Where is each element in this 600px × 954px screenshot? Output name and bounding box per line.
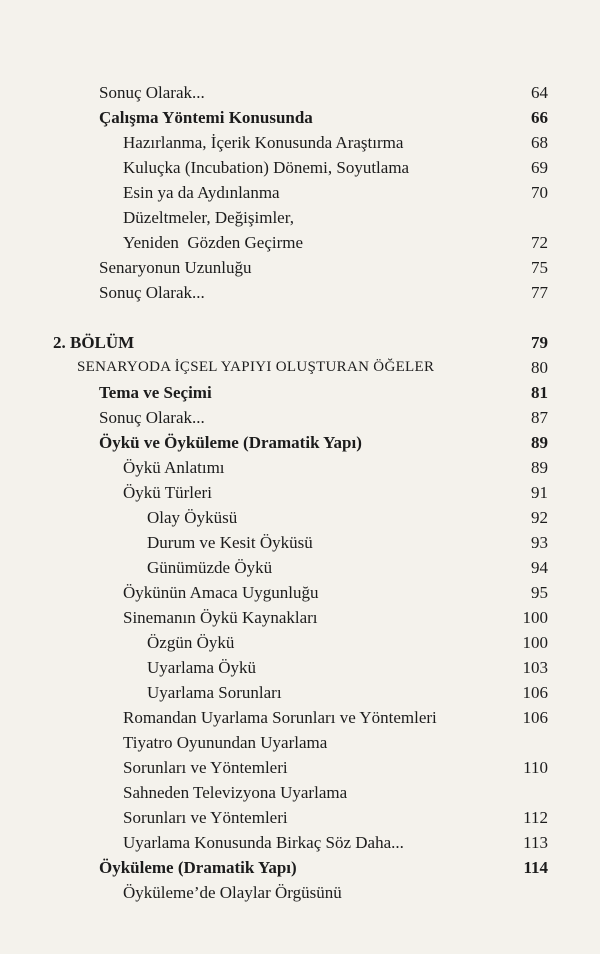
toc-entry (0, 755, 600, 780)
toc-entry (0, 255, 600, 280)
toc-entry-page: 81 (531, 383, 548, 402)
chapter-title: 2. BÖLÜM (53, 333, 135, 352)
toc-entry-page: 87 (531, 408, 548, 427)
toc-entry-title: Öykü Anlatımı (123, 458, 225, 477)
toc-entry-page: 93 (531, 533, 548, 552)
toc-entry (0, 580, 600, 605)
toc-entry-title: Uyarlama Öykü (147, 658, 257, 677)
toc-entry-title: Sonuç Olarak... (99, 408, 205, 427)
toc-entry-title: Öyküleme (Dramatik Yapı) (99, 858, 297, 877)
toc-entry-page: 66 (531, 108, 548, 127)
toc-entry-title: Öykü Türleri (123, 483, 212, 502)
toc-entry-title: Uyarlama Konusunda Birkaç Söz Daha... (123, 833, 404, 852)
toc-entry (0, 505, 600, 530)
toc-entry (0, 130, 600, 155)
toc-entry-title: Esin ya da Aydınlanma (123, 183, 280, 202)
toc-entry (0, 480, 600, 505)
toc-entry-title: Tiyatro Oyunundan Uyarlama (123, 733, 328, 752)
toc-entry (0, 655, 600, 680)
toc-entry-title: Sorunları ve Yöntemleri (123, 758, 288, 777)
toc-entry (0, 205, 600, 230)
toc-entry (0, 855, 600, 880)
toc-entry-title: Hazırlanma, İçerik Konusunda Araştırma (123, 133, 404, 152)
toc-entry (0, 555, 600, 580)
toc-entry-page: 100 (522, 633, 548, 652)
toc-entry-title: Öyküleme’de Olaylar Örgüsünü (123, 883, 342, 902)
toc-entry-page: 91 (531, 483, 548, 502)
toc-entry-title: Düzeltmeler, Değişimler, (123, 208, 294, 227)
toc-entry-page: 103 (522, 658, 548, 677)
toc-entry (0, 530, 600, 555)
chapter-heading (0, 330, 600, 355)
toc-entry-page: 94 (531, 558, 548, 577)
toc-entry-page: 114 (523, 858, 548, 877)
toc-entry-page: 112 (523, 808, 548, 827)
toc-entry-title: Sorunları ve Yöntemleri (123, 808, 288, 827)
chapter-subtitle-text: SENARYODA İÇSEL YAPIYI OLUŞTURAN ÖĞELER (77, 359, 435, 375)
toc-entry-title: Tema ve Seçimi (99, 383, 212, 402)
toc-entry-title: Kuluçka (Incubation) Dönemi, Soyutlama (123, 158, 410, 177)
toc-entry-page: 100 (522, 608, 548, 627)
table-of-contents (0, 80, 600, 905)
toc-entry (0, 155, 600, 180)
toc-entry-page: 64 (531, 83, 548, 102)
toc-entry-page: 75 (531, 258, 548, 277)
toc-entry-title: Durum ve Kesit Öyküsü (147, 533, 313, 552)
toc-entry-page: 110 (523, 758, 548, 777)
toc-entry (0, 180, 600, 205)
toc-entry-title: Sahneden Televizyona Uyarlama (123, 783, 348, 802)
toc-entry-title: Sonuç Olarak... (99, 83, 205, 102)
toc-entry-page: 77 (531, 283, 548, 302)
toc-entry (0, 680, 600, 705)
toc-entry-page: 80 (531, 358, 548, 377)
toc-entry-title: Öykünün Amaca Uygunluğu (123, 583, 319, 602)
toc-entry (0, 430, 600, 455)
toc-entry (0, 805, 600, 830)
toc-entry-title: Çalışma Yöntemi Konusunda (99, 108, 313, 127)
toc-entry-page: 113 (523, 833, 548, 852)
toc-entry-page: 92 (531, 508, 548, 527)
toc-entry (0, 780, 600, 805)
toc-entry-page: 79 (531, 333, 548, 352)
toc-entry-title: Uyarlama Sorunları (147, 683, 282, 702)
toc-entry-title: Sinemanın Öykü Kaynakları (123, 608, 318, 627)
toc-entry-page: 89 (531, 458, 548, 477)
toc-entry-title: Yeniden Gözden Geçirme (123, 233, 304, 252)
toc-entry (0, 605, 600, 630)
toc-entry-page: 69 (531, 158, 548, 177)
toc-entry (0, 80, 600, 105)
toc-entry (0, 630, 600, 655)
toc-entry (0, 230, 600, 255)
toc-entry-title: Sonuç Olarak... (99, 283, 205, 302)
toc-entry (0, 105, 600, 130)
chapter-subtitle (0, 355, 600, 380)
toc-entry (0, 730, 600, 755)
toc-entry-page: 106 (522, 708, 548, 727)
toc-entry-page: 72 (531, 233, 548, 252)
toc-entry-title: Olay Öyküsü (147, 508, 238, 527)
toc-entry (0, 380, 600, 405)
toc-entry-page: 95 (531, 583, 548, 602)
toc-entry-page: 68 (531, 133, 548, 152)
section-gap (0, 305, 600, 330)
toc-entry-page: 106 (522, 683, 548, 702)
toc-entry (0, 705, 600, 730)
toc-entry (0, 455, 600, 480)
toc-entry-title: Günümüzde Öykü (147, 558, 273, 577)
toc-entry (0, 280, 600, 305)
toc-entry-title: Romandan Uyarlama Sorunları ve Yöntemleri (123, 708, 437, 727)
toc-entry-page: 89 (531, 433, 548, 452)
toc-entry (0, 880, 600, 905)
toc-entry (0, 405, 600, 430)
toc-entry-title: Öykü ve Öyküleme (Dramatik Yapı) (99, 433, 362, 452)
toc-entry (0, 830, 600, 855)
toc-entry-title: Senaryonun Uzunluğu (99, 258, 252, 277)
toc-entry-title: Özgün Öykü (147, 633, 235, 652)
toc-entry-page: 70 (531, 183, 548, 202)
